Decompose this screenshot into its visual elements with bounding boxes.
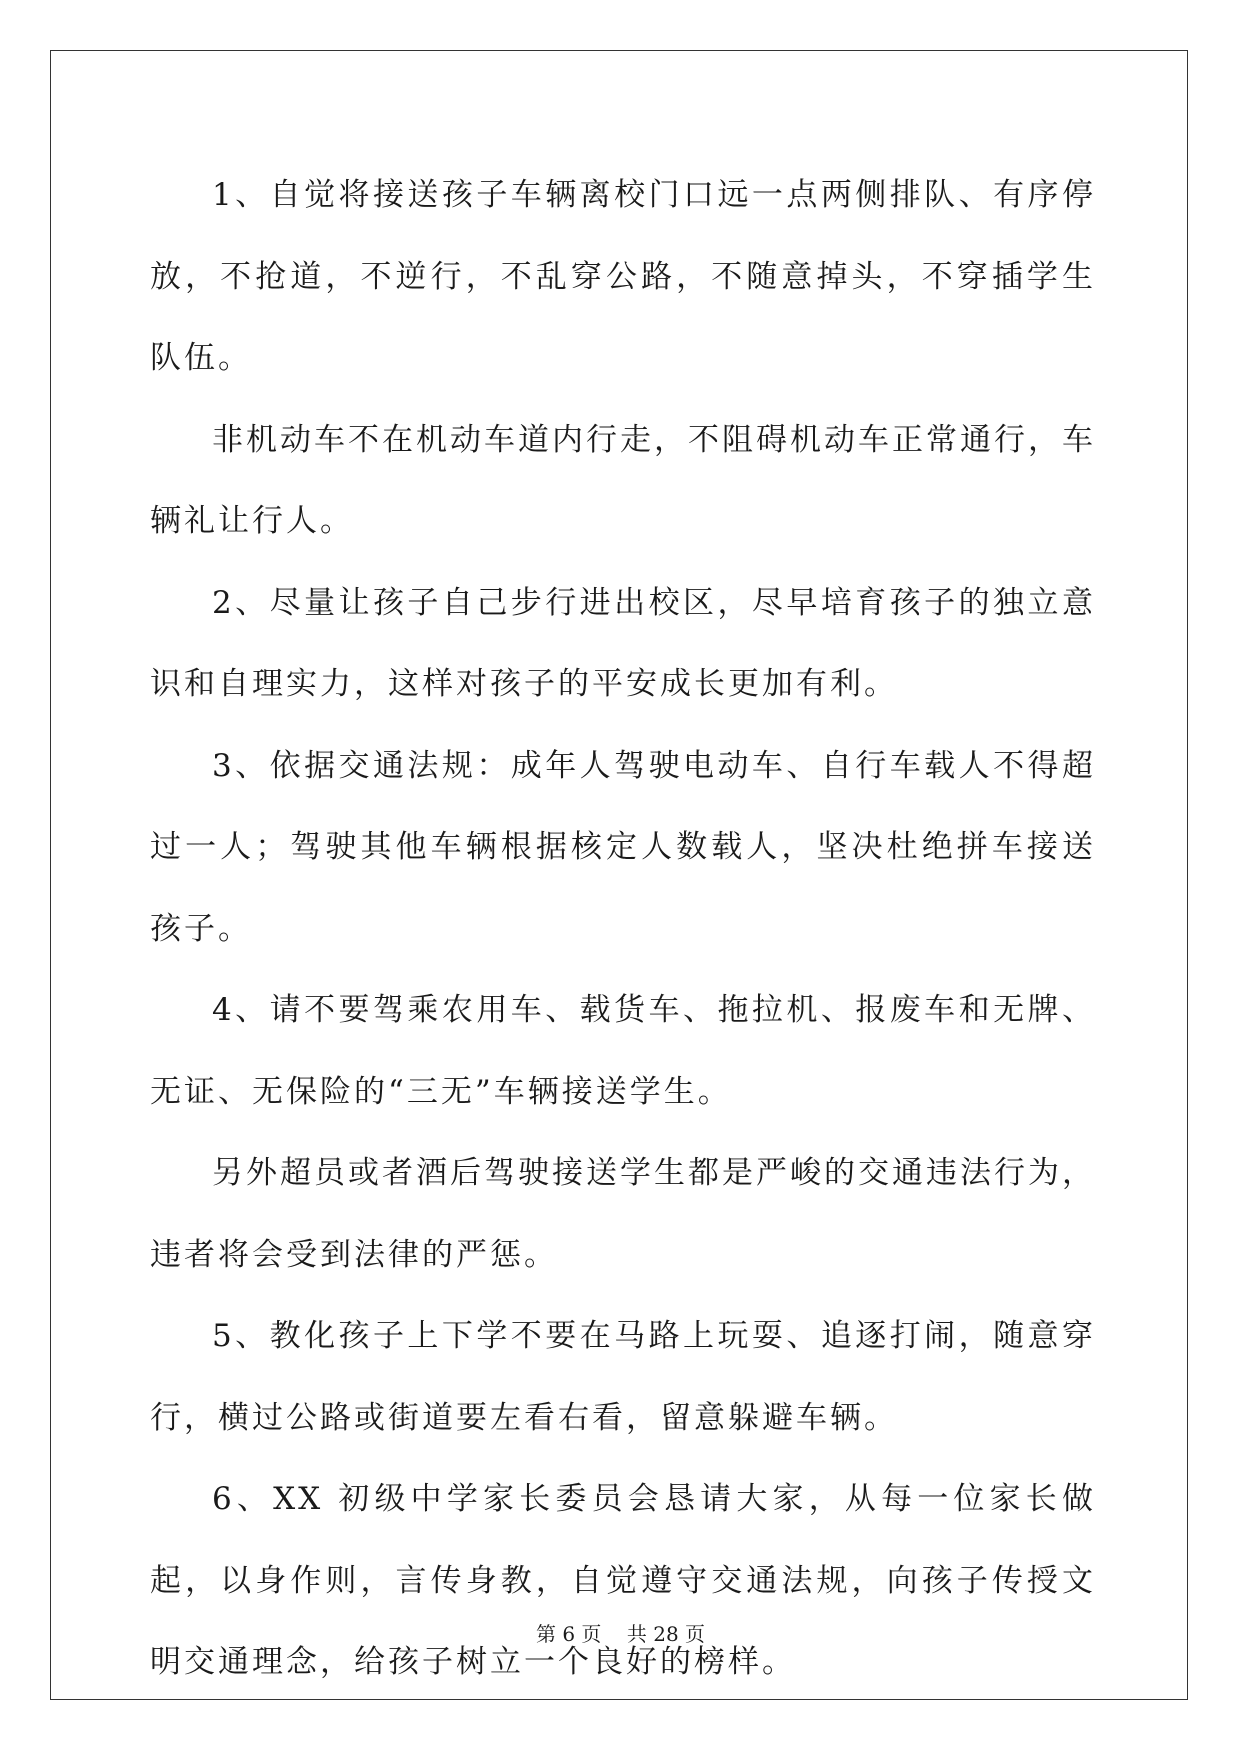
page-number: 第 6 页 bbox=[535, 1622, 602, 1646]
page-footer bbox=[0, 1618, 1241, 1647]
page-total: 共 28 页 bbox=[626, 1622, 706, 1646]
paragraph: 非机动车不在机动车道内行走，不阻碍机动车正常通行，车辆礼让行人。 bbox=[150, 421, 1096, 539]
paragraph: 4、请不要驾乘农用车、载货车、拖拉机、报废车和无牌、无证、无保险的“三无”车辆接送学生。 bbox=[150, 992, 1096, 1110]
paragraph: 1、自觉将接送孩子车辆离校门口远一点两侧排队、有序停放，不抢道，不逆行，不乱穿公路，不随意掉头，不穿插学生队伍。 bbox=[150, 177, 1096, 376]
paragraph: 6、XX 初级中学家长委员会恳请大家，从每一位家长做起，以身作则，言传身教，自觉遵守交通法规，向孩子传授文明交通理念，给孩子树立一个良好的榜样。 bbox=[150, 1481, 1096, 1680]
paragraph: 3、依据交通法规：成年人驾驶电动车、自行车载人不得超过一人；驾驶其他车辆根据核定人数载人，坚决杜绝拼车接送孩子。 bbox=[150, 747, 1096, 947]
paragraph: 2、尽量让孩子自己步行进出校区，尽早培育孩子的独立意识和自理实力，这样对孩子的平安成长更加有利。 bbox=[150, 584, 1096, 702]
paragraph: 5、教化孩子上下学不要在马路上玩耍、追逐打闹，随意穿行，横过公路或街道要左看右看，留意躲避车辆。 bbox=[150, 1318, 1096, 1436]
document-body bbox=[150, 155, 1096, 1704]
paragraph: 另外超员或者酒后驾驶接送学生都是严峻的交通违法行为，违者将会受到法律的严惩。 bbox=[150, 1155, 1096, 1273]
